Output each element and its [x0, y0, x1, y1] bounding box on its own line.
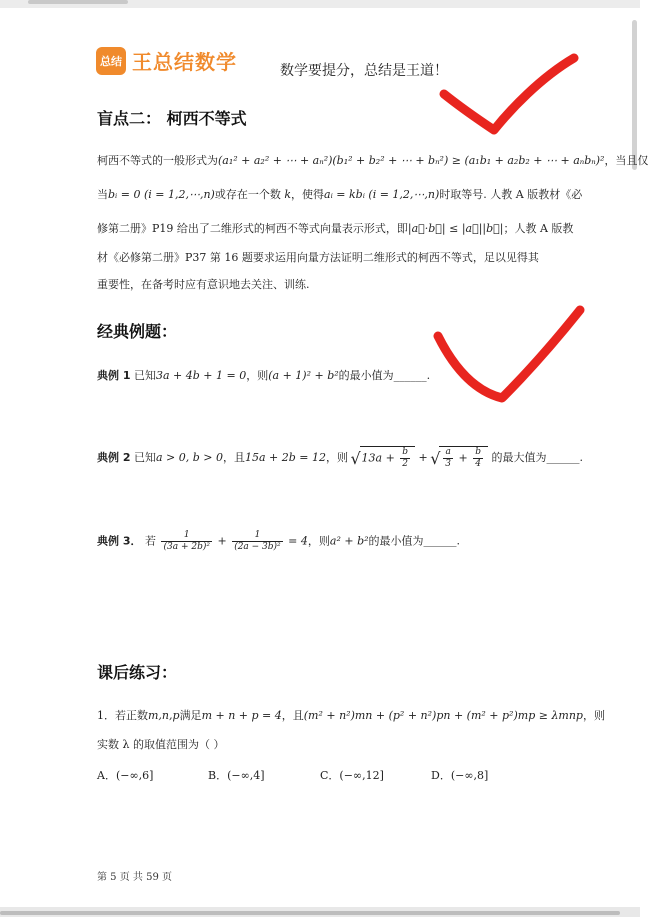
section-title-examples: 经典例题：	[97, 322, 178, 341]
example-1: 典例 1 已知3a + 4b + 1 = 0，则(a + 1)² + b²的最小值为______.	[97, 369, 431, 382]
example-2-label: 典例 2	[97, 451, 131, 464]
example-3: 典例 3． 若 $\frac{1}{\text{(3a + 2b)²}}$ + $\frac{1}{\text{(2a − 3b)²}}$ = 4，则a² + b²的最小值为______.	[97, 530, 461, 552]
horizontal-scrollbar[interactable]	[0, 907, 640, 917]
red-check-mark-icon	[430, 300, 590, 410]
exercise-1-line-1: 1．若正数m,n,p满足m + n + p = 4，且(m² + n²)mn + (p² + n²)pn + (m² + p²)mp ≥ λmnp，则	[97, 709, 605, 722]
section-title-cauchy: 盲点二： 柯西不等式	[97, 109, 247, 128]
paragraph-line-3: 修第二册》P19 给出了二维形式的柯西不等式向量表示形式，即|a⃗·b⃗| ≤ |a⃗||b⃗|；人教 A 版教	[97, 222, 574, 235]
example-1-label: 典例 1	[97, 369, 131, 382]
paragraph-line-1: 柯西不等式的一般形式为(a₁² + a₂² + ⋯ + aₙ²)(b₁² + b₂² + ⋯ + bₙ²) ≥ (a₁b₁ + a₂b₂ + ⋯ + aₙbₙ)²，当且仅	[97, 154, 648, 167]
drag-handle[interactable]	[28, 0, 128, 4]
paragraph-line-2: 当bᵢ = 0 (i = 1,2,⋯,n)或存在一个数 k，使得aᵢ = kbᵢ (i = 1,2,⋯,n)时取等号. 人教 A 版教材《必	[97, 188, 583, 201]
example-3-label: 典例 3．	[97, 534, 142, 548]
logo-mark-icon: 总结	[96, 47, 126, 75]
red-check-mark-icon	[432, 50, 582, 140]
example-2: 典例 2 已知a > 0, b > 0，且15a + 2b = 12，则 √ 13a + $\frac{b}{2}$ + √ $\frac{a}{3}$ + $\frac{b}{4}$ 的最大值为______.	[97, 446, 583, 470]
paragraph-line-5: 重要性，在备考时应有意识地去关注、训练.	[97, 278, 310, 291]
option-c[interactable]: C．(−∞,12]	[320, 769, 384, 782]
option-b[interactable]: B．(−∞,4]	[208, 769, 265, 782]
page-number: 第 5 页 共 59 页	[97, 872, 172, 883]
logo	[96, 46, 237, 75]
exercise-1-line-2: 实数 λ 的取值范围为（ ）	[97, 738, 225, 751]
scrollbar-thumb[interactable]	[0, 911, 620, 915]
top-bar	[0, 0, 640, 8]
paragraph-line-4: 材《必修第二册》P37 第 16 题要求运用向量方法证明二维形式的柯西不等式，足以见得其	[97, 251, 539, 264]
option-a[interactable]: A．(−∞,6]	[97, 769, 154, 782]
slogan: 数学要提分，总结是王道！	[280, 63, 448, 79]
section-title-exercises: 课后练习：	[97, 663, 178, 682]
option-d[interactable]: D．(−∞,8]	[431, 769, 489, 782]
vertical-scrollbar[interactable]	[632, 20, 637, 170]
logo-text: 王总结数学	[132, 50, 237, 74]
